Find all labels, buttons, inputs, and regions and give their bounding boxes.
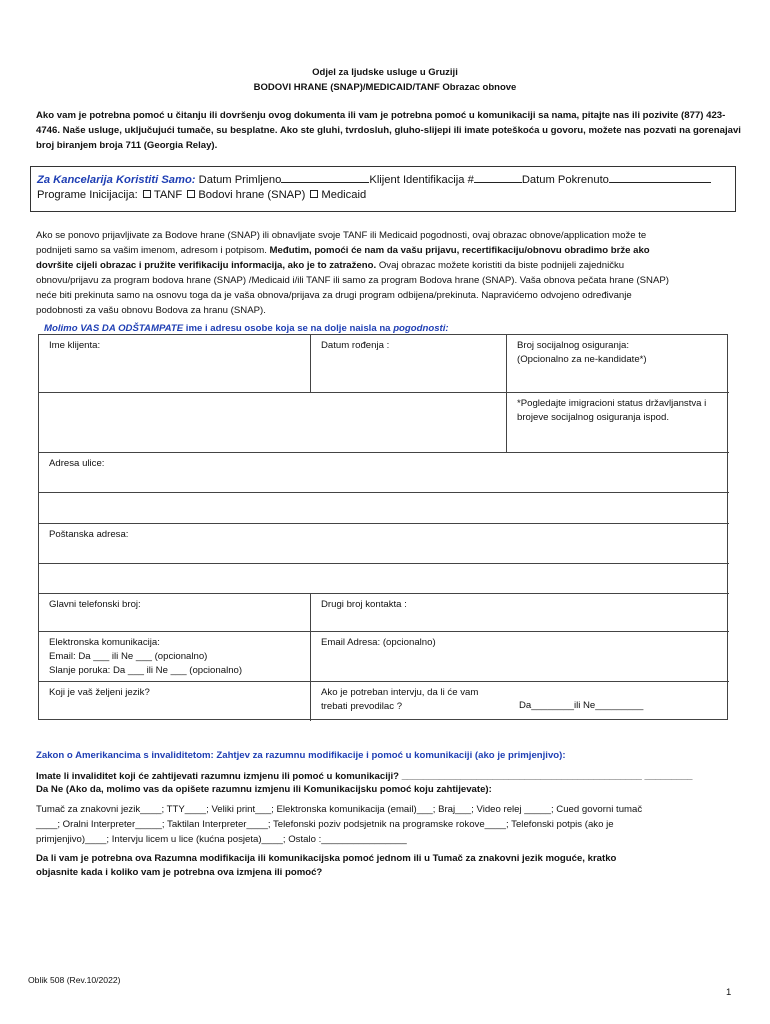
postanska-adresa-field[interactable] (39, 524, 729, 564)
form-title: BODOVI HRANE (SNAP)/MEDICAID/TANF Obrazac obnove (253, 82, 517, 93)
imigracioni-note-cell (507, 393, 729, 453)
prevodilac-label-1: Ako je potreban intervju, da li će vam (321, 687, 479, 698)
intro-line: 4746. Naše usluge, uključujući tumače, su besplatne. Ako ste gluhi, tvrdosluh, gluho-slijepi ili imate poteškoća u govoru, možete nas pozvati na gorenajavi (36, 125, 741, 136)
datum-rodjenja-field[interactable] (311, 335, 507, 393)
email-adresa-label: Email Adresa: (opcionalno) (321, 637, 436, 648)
ada-question-2 (36, 852, 736, 880)
programe-label: Programe Inicijacija: (37, 189, 138, 201)
body-text: Ovaj obrazac možete koristiti da biste podnijeli zajedničku (376, 260, 625, 271)
snap-checkbox[interactable] (187, 190, 195, 198)
imigracioni-note-line: *Pogledajte imigracioni status državljanstva i (517, 398, 707, 409)
body-paragraph (36, 228, 746, 318)
glavni-telefon-label: Glavni telefonski broj: (49, 599, 141, 610)
ada-invaliditet-question: Imate li invaliditet koji će zahtijevati razumnu izmjenu ili pomoć u komunikaciji? _____________________________________________ _________ (36, 771, 693, 782)
print-instruction-middle: ime i adresu osobe koja se na dolje naisla na (183, 323, 394, 334)
intro-line: broj biranjem broja 711 (Georgia Relay). (36, 140, 218, 151)
body-line (36, 243, 746, 258)
office-use-title: Za Kancelarija Koristiti Samo: (37, 174, 196, 186)
glavni-telefon-field[interactable] (39, 594, 311, 632)
tanf-checkbox[interactable] (143, 190, 151, 198)
intro-paragraph (36, 108, 746, 153)
ada-question-1 (36, 770, 736, 796)
ada-da-ne-description: Da Ne (Ako da, molimo vas da opišete razumnu izmjenu ili Komunikacijsku pomoć koju zahtijevate): (36, 784, 492, 795)
broj-socijalnog-field[interactable] (507, 335, 729, 393)
ada-list-line: primjenjivo)____; Intervju licem u lice (kućna posjeta)____; Ostalo :________________ (36, 834, 407, 845)
body-line: Ako se ponovo prijavljivate za Bodove hrane (SNAP) ili obnavljate svoje TANF ili Medicaid pogodnosti, ovaj obrazac obnove/application može te (36, 230, 647, 241)
intro-line: Ako vam je potrebna pomoć u čitanju ili dovršenju ovog dokumenta ili vam je potrebna pomoć u komunikaciji sa nama, pitajte nas ili pozivite (877) 423- (36, 110, 726, 121)
body-line: obnovu/prijavu za program bodova hrane (SNAP) /Medicaid i/ili TANF ili samo za program Bodova hrane (SNAP). Vaša obnova pečata hrane (SNAP) (36, 275, 669, 286)
drugi-broj-field[interactable] (311, 594, 729, 632)
datum-pokrenuto-label: Datum Pokrenuto (521, 174, 609, 186)
page-number: 1 (726, 987, 732, 998)
elektronska-label: Elektronska komunikacija: (49, 637, 160, 648)
datum-rodjenja-label: Datum rođenja : (321, 340, 390, 351)
body-line: podobnosti za vašu obnovu Bodova za hranu (SNAP). (36, 305, 266, 316)
ada-question-2-line: objasnite kada i koliko vam je potrebna ova izmjena ili pomoć? (36, 867, 323, 878)
datum-primljeno-field[interactable] (281, 172, 369, 183)
prevodilac-field[interactable] (311, 682, 729, 721)
elektronska-email-option: Email: Da ___ ili Ne ___ (opcionalno) (49, 651, 208, 662)
client-info-form (38, 334, 728, 720)
da-ne-choice[interactable]: Da________ili Ne_________ (519, 700, 644, 711)
klijent-id-field[interactable] (474, 172, 522, 183)
datum-pokrenuto-field[interactable] (609, 172, 711, 183)
ada-section-title: Zakon o Amerikancima s invaliditetom: Zahtjev za razumnu modifikacije i pomoć u komunikaciji (ako je primjenjivo): (36, 750, 566, 761)
body-line: neće biti prekinuta samo na osnovu toga da je vaša obnova/prijava za drugi program odbijena/prekinuta. Napravićemo odvojeno određivanje (36, 290, 632, 301)
body-text: podnijeti samo sa vašim imenom, adresom i potpisom. (36, 245, 270, 256)
medicaid-label: Medicaid (321, 189, 367, 201)
adresa-ulice-field[interactable] (39, 453, 729, 493)
form-id-footer: Oblik 508 (Rev.10/2022) (28, 975, 121, 985)
ime-klijenta-label: Ime klijenta: (49, 340, 101, 351)
broj-socijalnog-label: Broj socijalnog osiguranja: (517, 340, 629, 351)
klijent-id-label: Klijent Identifikacija # (369, 174, 474, 186)
zeljeni-jezik-field[interactable] (39, 682, 311, 721)
adresa-ulice-line2-field[interactable] (39, 493, 729, 524)
office-row-1 (37, 172, 729, 188)
ada-question-2-line: Da li vam je potrebna ova Razumna modifikacija ili komunikacijska pomoć jednom ili u Tumač za znakovni jezik moguće, kratko (36, 853, 617, 864)
datum-primljeno-label: Datum Primljeno (198, 174, 282, 186)
office-use-box (30, 166, 736, 212)
email-adresa-field[interactable] (311, 632, 729, 682)
body-text-bold: dovršite cijeli obrazac i pružite verifikaciju informacija, ako je to zatraženo. (36, 260, 377, 271)
tanf-label: TANF (153, 189, 183, 201)
prevodilac-label-2: trebati prevodilac ? (321, 701, 403, 712)
body-line (36, 258, 746, 273)
postanska-adresa-label: Poštanska adresa: (49, 529, 129, 540)
print-instruction (44, 323, 449, 334)
imigracioni-note-line: brojeve socijalnog osiguranja ispod. (517, 412, 669, 423)
elektronska-sms-option: Slanje poruka: Da ___ ili Ne ___ (opcionalno) (49, 665, 243, 676)
zeljeni-jezik-label: Koji je vaš željeni jezik? (49, 687, 150, 698)
broj-socijalnog-note: (Opcionalno za ne-kandidate*) (517, 354, 647, 365)
drugi-broj-label: Drugi broj kontakta : (321, 599, 407, 610)
office-row-2 (37, 188, 729, 203)
body-text-bold: Međutim, pomoći će nam da vašu prijavu, recertifikaciju/obnovu obradimo brže ako (269, 245, 650, 256)
snap-label: Bodovi hrane (SNAP) (198, 189, 306, 201)
ada-list-line: Tumač za znakovni jezik____; TTY____; Veliki print___; Elektronska komunikacija (email)___; Braj___; Video relej _____; Cued govorni tumač (36, 804, 643, 815)
print-instruction-prefix: Molimo VAS DA ODŠTAMPATE (44, 323, 184, 334)
postanska-adresa-line2-field[interactable] (39, 564, 729, 594)
ime-continuation-field[interactable] (39, 393, 507, 453)
ada-accommodation-list (36, 802, 736, 847)
medicaid-checkbox[interactable] (310, 190, 318, 198)
adresa-ulice-label: Adresa ulice: (49, 458, 105, 469)
print-instruction-suffix: pogodnosti: (393, 323, 449, 334)
elektronska-komunikacija-field[interactable] (39, 632, 311, 682)
agency-title: Odjel za ljudske usluge u Gruziji (312, 67, 458, 78)
ada-list-line: ____; Oralni Interpreter_____; Taktilan Interpreter____; Telefonski poziv podsjetnik na programske rokove____; Telefonski potpis (ako je (36, 819, 614, 830)
ime-klijenta-field[interactable] (39, 335, 311, 393)
